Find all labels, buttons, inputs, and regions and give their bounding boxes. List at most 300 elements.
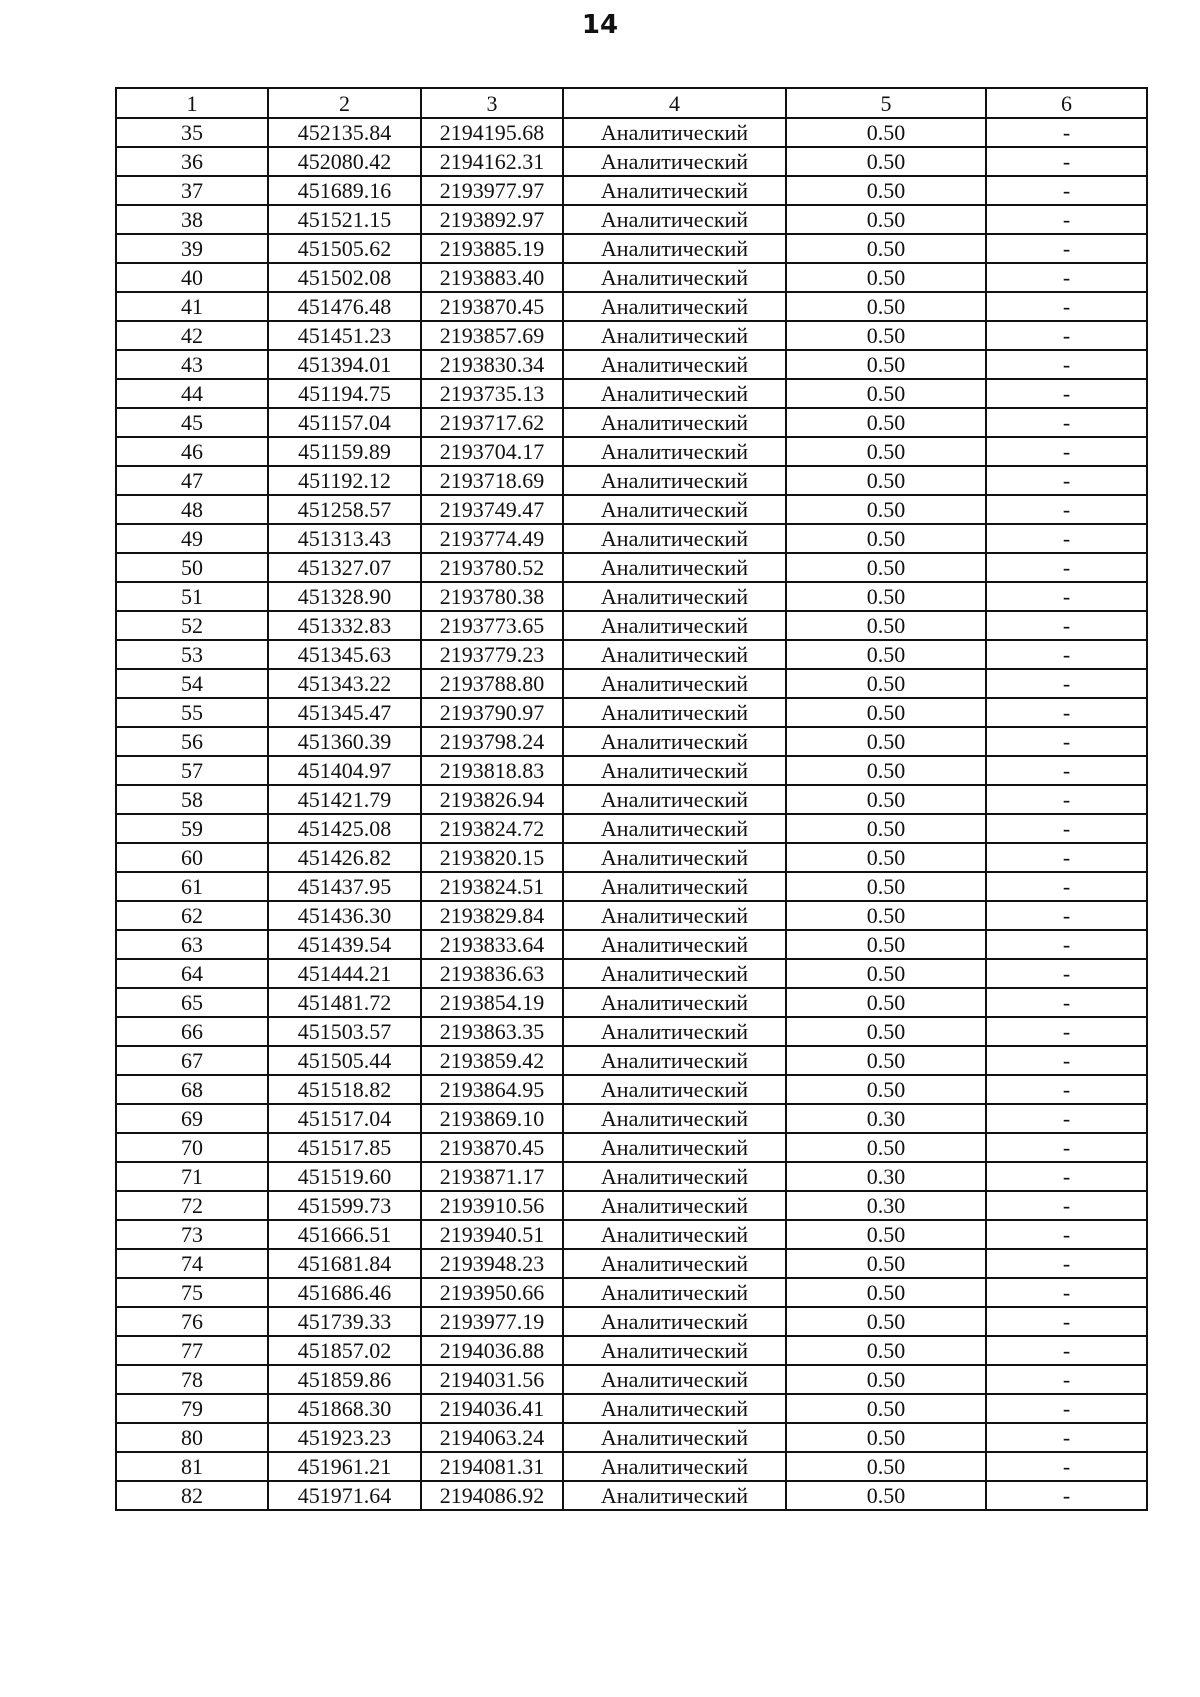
table-row: [116, 234, 1147, 263]
note-cell: -: [986, 930, 1147, 959]
note-cell: -: [986, 495, 1147, 524]
method-cell: Аналитический: [563, 1220, 786, 1249]
accuracy-cell: 0.50: [786, 988, 986, 1017]
table-row: [116, 350, 1147, 379]
point-number-cell: 49: [116, 524, 268, 553]
y-coordinate-cell: 2193836.63: [421, 959, 563, 988]
y-coordinate-cell: 2193829.84: [421, 901, 563, 930]
method-cell: Аналитический: [563, 466, 786, 495]
point-number-cell: 38: [116, 205, 268, 234]
method-cell: Аналитический: [563, 1017, 786, 1046]
point-number-cell: 53: [116, 640, 268, 669]
note-cell: -: [986, 1307, 1147, 1336]
y-coordinate-cell: 2193717.62: [421, 408, 563, 437]
accuracy-cell: 0.50: [786, 901, 986, 930]
point-number-cell: 72: [116, 1191, 268, 1220]
accuracy-cell: 0.50: [786, 118, 986, 147]
y-coordinate-cell: 2193910.56: [421, 1191, 563, 1220]
y-coordinate-cell: 2194086.92: [421, 1481, 563, 1510]
y-coordinate-cell: 2193749.47: [421, 495, 563, 524]
table-row: [116, 147, 1147, 176]
y-coordinate-cell: 2193779.23: [421, 640, 563, 669]
x-coordinate-cell: 451686.46: [268, 1278, 421, 1307]
point-number-cell: 54: [116, 669, 268, 698]
accuracy-cell: 0.30: [786, 1104, 986, 1133]
y-coordinate-cell: 2193883.40: [421, 263, 563, 292]
table-row: [116, 727, 1147, 756]
y-coordinate-cell: 2193820.15: [421, 843, 563, 872]
method-cell: Аналитический: [563, 350, 786, 379]
y-coordinate-cell: 2193833.64: [421, 930, 563, 959]
y-coordinate-cell: 2193774.49: [421, 524, 563, 553]
accuracy-cell: 0.50: [786, 1481, 986, 1510]
method-cell: Аналитический: [563, 611, 786, 640]
point-number-cell: 48: [116, 495, 268, 524]
x-coordinate-cell: 451159.89: [268, 437, 421, 466]
x-coordinate-cell: 451345.63: [268, 640, 421, 669]
table-row: [116, 553, 1147, 582]
accuracy-cell: 0.50: [786, 1452, 986, 1481]
x-coordinate-cell: 451328.90: [268, 582, 421, 611]
table-row: [116, 785, 1147, 814]
point-number-cell: 60: [116, 843, 268, 872]
x-coordinate-cell: 451444.21: [268, 959, 421, 988]
table-row: [116, 988, 1147, 1017]
x-coordinate-cell: 451689.16: [268, 176, 421, 205]
table-row: [116, 437, 1147, 466]
accuracy-cell: 0.50: [786, 466, 986, 495]
table-row: [116, 756, 1147, 785]
accuracy-cell: 0.50: [786, 495, 986, 524]
method-cell: Аналитический: [563, 640, 786, 669]
column-header: 3: [421, 88, 563, 118]
accuracy-cell: 0.50: [786, 437, 986, 466]
accuracy-cell: 0.50: [786, 611, 986, 640]
note-cell: -: [986, 176, 1147, 205]
point-number-cell: 70: [116, 1133, 268, 1162]
point-number-cell: 57: [116, 756, 268, 785]
y-coordinate-cell: 2193798.24: [421, 727, 563, 756]
y-coordinate-cell: 2193892.97: [421, 205, 563, 234]
note-cell: -: [986, 1481, 1147, 1510]
accuracy-cell: 0.50: [786, 147, 986, 176]
table-row: [116, 1162, 1147, 1191]
x-coordinate-cell: 451517.04: [268, 1104, 421, 1133]
accuracy-cell: 0.50: [786, 727, 986, 756]
table-row: [116, 1481, 1147, 1510]
point-number-cell: 62: [116, 901, 268, 930]
accuracy-cell: 0.50: [786, 930, 986, 959]
note-cell: -: [986, 350, 1147, 379]
method-cell: Аналитический: [563, 1481, 786, 1510]
point-number-cell: 43: [116, 350, 268, 379]
table-row: [116, 205, 1147, 234]
x-coordinate-cell: 451394.01: [268, 350, 421, 379]
point-number-cell: 65: [116, 988, 268, 1017]
accuracy-cell: 0.50: [786, 1046, 986, 1075]
coordinates-table: [115, 87, 1148, 1511]
method-cell: Аналитический: [563, 901, 786, 930]
y-coordinate-cell: 2193863.35: [421, 1017, 563, 1046]
method-cell: Аналитический: [563, 379, 786, 408]
method-cell: Аналитический: [563, 698, 786, 727]
x-coordinate-cell: 451404.97: [268, 756, 421, 785]
method-cell: Аналитический: [563, 930, 786, 959]
table-row: [116, 1365, 1147, 1394]
point-number-cell: 50: [116, 553, 268, 582]
method-cell: Аналитический: [563, 437, 786, 466]
table-row: [116, 292, 1147, 321]
method-cell: Аналитический: [563, 1162, 786, 1191]
note-cell: -: [986, 1162, 1147, 1191]
table-row: [116, 1423, 1147, 1452]
accuracy-cell: 0.50: [786, 263, 986, 292]
point-number-cell: 68: [116, 1075, 268, 1104]
note-cell: -: [986, 553, 1147, 582]
accuracy-cell: 0.50: [786, 1249, 986, 1278]
y-coordinate-cell: 2194162.31: [421, 147, 563, 176]
x-coordinate-cell: 451971.64: [268, 1481, 421, 1510]
accuracy-cell: 0.50: [786, 756, 986, 785]
point-number-cell: 82: [116, 1481, 268, 1510]
note-cell: -: [986, 408, 1147, 437]
table-row: [116, 959, 1147, 988]
accuracy-cell: 0.50: [786, 814, 986, 843]
note-cell: -: [986, 466, 1147, 495]
x-coordinate-cell: 451476.48: [268, 292, 421, 321]
x-coordinate-cell: 451332.83: [268, 611, 421, 640]
point-number-cell: 35: [116, 118, 268, 147]
point-number-cell: 45: [116, 408, 268, 437]
method-cell: Аналитический: [563, 1365, 786, 1394]
note-cell: -: [986, 292, 1147, 321]
accuracy-cell: 0.50: [786, 1307, 986, 1336]
point-number-cell: 56: [116, 727, 268, 756]
y-coordinate-cell: 2194036.88: [421, 1336, 563, 1365]
x-coordinate-cell: 451439.54: [268, 930, 421, 959]
y-coordinate-cell: 2193788.80: [421, 669, 563, 698]
x-coordinate-cell: 451437.95: [268, 872, 421, 901]
note-cell: -: [986, 959, 1147, 988]
method-cell: Аналитический: [563, 1307, 786, 1336]
x-coordinate-cell: 451517.85: [268, 1133, 421, 1162]
y-coordinate-cell: 2193790.97: [421, 698, 563, 727]
y-coordinate-cell: 2193870.45: [421, 292, 563, 321]
table-row: [116, 640, 1147, 669]
point-number-cell: 59: [116, 814, 268, 843]
x-coordinate-cell: 451505.62: [268, 234, 421, 263]
accuracy-cell: 0.50: [786, 843, 986, 872]
accuracy-cell: 0.50: [786, 698, 986, 727]
method-cell: Аналитический: [563, 669, 786, 698]
note-cell: -: [986, 437, 1147, 466]
x-coordinate-cell: 451436.30: [268, 901, 421, 930]
note-cell: -: [986, 1075, 1147, 1104]
method-cell: Аналитический: [563, 321, 786, 350]
method-cell: Аналитический: [563, 205, 786, 234]
point-number-cell: 52: [116, 611, 268, 640]
method-cell: Аналитический: [563, 292, 786, 321]
note-cell: -: [986, 263, 1147, 292]
x-coordinate-cell: 451859.86: [268, 1365, 421, 1394]
x-coordinate-cell: 451599.73: [268, 1191, 421, 1220]
point-number-cell: 79: [116, 1394, 268, 1423]
note-cell: -: [986, 1423, 1147, 1452]
note-cell: -: [986, 1452, 1147, 1481]
table-row: [116, 466, 1147, 495]
x-coordinate-cell: 451519.60: [268, 1162, 421, 1191]
column-header: 5: [786, 88, 986, 118]
point-number-cell: 63: [116, 930, 268, 959]
x-coordinate-cell: 451343.22: [268, 669, 421, 698]
y-coordinate-cell: 2193818.83: [421, 756, 563, 785]
x-coordinate-cell: 451345.47: [268, 698, 421, 727]
point-number-cell: 46: [116, 437, 268, 466]
page-number: 14: [581, 10, 619, 40]
x-coordinate-cell: 451961.21: [268, 1452, 421, 1481]
note-cell: -: [986, 1017, 1147, 1046]
table-row: [116, 1394, 1147, 1423]
y-coordinate-cell: 2193718.69: [421, 466, 563, 495]
point-number-cell: 41: [116, 292, 268, 321]
x-coordinate-cell: 451505.44: [268, 1046, 421, 1075]
accuracy-cell: 0.30: [786, 1191, 986, 1220]
note-cell: -: [986, 1365, 1147, 1394]
y-coordinate-cell: 2193854.19: [421, 988, 563, 1017]
note-cell: -: [986, 611, 1147, 640]
table-row: [116, 408, 1147, 437]
accuracy-cell: 0.50: [786, 1423, 986, 1452]
y-coordinate-cell: 2193869.10: [421, 1104, 563, 1133]
note-cell: -: [986, 901, 1147, 930]
accuracy-cell: 0.50: [786, 1220, 986, 1249]
y-coordinate-cell: 2194063.24: [421, 1423, 563, 1452]
y-coordinate-cell: 2193940.51: [421, 1220, 563, 1249]
table-row: [116, 611, 1147, 640]
point-number-cell: 61: [116, 872, 268, 901]
x-coordinate-cell: 451481.72: [268, 988, 421, 1017]
note-cell: -: [986, 1104, 1147, 1133]
y-coordinate-cell: 2193871.17: [421, 1162, 563, 1191]
x-coordinate-cell: 451503.57: [268, 1017, 421, 1046]
note-cell: -: [986, 379, 1147, 408]
table-row: [116, 1278, 1147, 1307]
column-header: 4: [563, 88, 786, 118]
table-row: [116, 1249, 1147, 1278]
method-cell: Аналитический: [563, 785, 786, 814]
point-number-cell: 58: [116, 785, 268, 814]
note-cell: -: [986, 1220, 1147, 1249]
method-cell: Аналитический: [563, 147, 786, 176]
table-row: [116, 698, 1147, 727]
y-coordinate-cell: 2193950.66: [421, 1278, 563, 1307]
x-coordinate-cell: 451157.04: [268, 408, 421, 437]
y-coordinate-cell: 2193704.17: [421, 437, 563, 466]
method-cell: Аналитический: [563, 872, 786, 901]
point-number-cell: 80: [116, 1423, 268, 1452]
x-coordinate-cell: 451327.07: [268, 553, 421, 582]
accuracy-cell: 0.50: [786, 1394, 986, 1423]
method-cell: Аналитический: [563, 408, 786, 437]
accuracy-cell: 0.50: [786, 1017, 986, 1046]
note-cell: -: [986, 756, 1147, 785]
note-cell: -: [986, 524, 1147, 553]
y-coordinate-cell: 2194081.31: [421, 1452, 563, 1481]
accuracy-cell: 0.50: [786, 408, 986, 437]
method-cell: Аналитический: [563, 1394, 786, 1423]
accuracy-cell: 0.50: [786, 234, 986, 263]
y-coordinate-cell: 2193824.72: [421, 814, 563, 843]
point-number-cell: 75: [116, 1278, 268, 1307]
table-row: [116, 1191, 1147, 1220]
table-row: [116, 495, 1147, 524]
y-coordinate-cell: 2193773.65: [421, 611, 563, 640]
table-row: [116, 321, 1147, 350]
table-header-row: [116, 88, 1147, 118]
point-number-cell: 40: [116, 263, 268, 292]
x-coordinate-cell: 451360.39: [268, 727, 421, 756]
table-row: [116, 843, 1147, 872]
x-coordinate-cell: 451666.51: [268, 1220, 421, 1249]
accuracy-cell: 0.50: [786, 872, 986, 901]
table-row: [116, 1452, 1147, 1481]
y-coordinate-cell: 2193885.19: [421, 234, 563, 263]
column-header: 2: [268, 88, 421, 118]
point-number-cell: 55: [116, 698, 268, 727]
note-cell: -: [986, 118, 1147, 147]
method-cell: Аналитический: [563, 582, 786, 611]
table-row: [116, 1133, 1147, 1162]
table-row: [116, 118, 1147, 147]
note-cell: -: [986, 843, 1147, 872]
point-number-cell: 37: [116, 176, 268, 205]
point-number-cell: 78: [116, 1365, 268, 1394]
table-row: [116, 582, 1147, 611]
note-cell: -: [986, 669, 1147, 698]
note-cell: -: [986, 785, 1147, 814]
method-cell: Аналитический: [563, 988, 786, 1017]
method-cell: Аналитический: [563, 1278, 786, 1307]
method-cell: Аналитический: [563, 234, 786, 263]
accuracy-cell: 0.50: [786, 785, 986, 814]
accuracy-cell: 0.50: [786, 321, 986, 350]
column-header: 1: [116, 88, 268, 118]
note-cell: -: [986, 1133, 1147, 1162]
x-coordinate-cell: 451421.79: [268, 785, 421, 814]
method-cell: Аналитический: [563, 1104, 786, 1133]
accuracy-cell: 0.50: [786, 1336, 986, 1365]
method-cell: Аналитический: [563, 1133, 786, 1162]
accuracy-cell: 0.50: [786, 553, 986, 582]
x-coordinate-cell: 451868.30: [268, 1394, 421, 1423]
point-number-cell: 36: [116, 147, 268, 176]
y-coordinate-cell: 2193830.34: [421, 350, 563, 379]
y-coordinate-cell: 2193780.52: [421, 553, 563, 582]
y-coordinate-cell: 2194031.56: [421, 1365, 563, 1394]
table-row: [116, 1336, 1147, 1365]
x-coordinate-cell: 451313.43: [268, 524, 421, 553]
point-number-cell: 76: [116, 1307, 268, 1336]
note-cell: -: [986, 234, 1147, 263]
table-row: [116, 901, 1147, 930]
method-cell: Аналитический: [563, 959, 786, 988]
note-cell: -: [986, 1249, 1147, 1278]
accuracy-cell: 0.50: [786, 669, 986, 698]
column-header: 6: [986, 88, 1147, 118]
method-cell: Аналитический: [563, 1452, 786, 1481]
x-coordinate-cell: 451521.15: [268, 205, 421, 234]
x-coordinate-cell: 451258.57: [268, 495, 421, 524]
note-cell: -: [986, 205, 1147, 234]
x-coordinate-cell: 452135.84: [268, 118, 421, 147]
y-coordinate-cell: 2193735.13: [421, 379, 563, 408]
x-coordinate-cell: 452080.42: [268, 147, 421, 176]
x-coordinate-cell: 451681.84: [268, 1249, 421, 1278]
method-cell: Аналитический: [563, 756, 786, 785]
x-coordinate-cell: 451425.08: [268, 814, 421, 843]
note-cell: -: [986, 147, 1147, 176]
point-number-cell: 67: [116, 1046, 268, 1075]
table-row: [116, 1017, 1147, 1046]
x-coordinate-cell: 451739.33: [268, 1307, 421, 1336]
point-number-cell: 73: [116, 1220, 268, 1249]
point-number-cell: 42: [116, 321, 268, 350]
note-cell: -: [986, 582, 1147, 611]
point-number-cell: 74: [116, 1249, 268, 1278]
method-cell: Аналитический: [563, 118, 786, 147]
note-cell: -: [986, 872, 1147, 901]
point-number-cell: 77: [116, 1336, 268, 1365]
y-coordinate-cell: 2193780.38: [421, 582, 563, 611]
table-row: [116, 930, 1147, 959]
table-row: [116, 263, 1147, 292]
method-cell: Аналитический: [563, 524, 786, 553]
note-cell: -: [986, 640, 1147, 669]
accuracy-cell: 0.50: [786, 1133, 986, 1162]
point-number-cell: 66: [116, 1017, 268, 1046]
note-cell: -: [986, 321, 1147, 350]
point-number-cell: 69: [116, 1104, 268, 1133]
table-row: [116, 1046, 1147, 1075]
note-cell: -: [986, 1278, 1147, 1307]
accuracy-cell: 0.30: [786, 1162, 986, 1191]
accuracy-cell: 0.50: [786, 205, 986, 234]
note-cell: -: [986, 727, 1147, 756]
method-cell: Аналитический: [563, 1075, 786, 1104]
table-row: [116, 669, 1147, 698]
x-coordinate-cell: 451923.23: [268, 1423, 421, 1452]
table-row: [116, 379, 1147, 408]
method-cell: Аналитический: [563, 176, 786, 205]
accuracy-cell: 0.50: [786, 292, 986, 321]
table-row: [116, 1075, 1147, 1104]
x-coordinate-cell: 451426.82: [268, 843, 421, 872]
method-cell: Аналитический: [563, 1191, 786, 1220]
accuracy-cell: 0.50: [786, 379, 986, 408]
accuracy-cell: 0.50: [786, 582, 986, 611]
note-cell: -: [986, 988, 1147, 1017]
method-cell: Аналитический: [563, 727, 786, 756]
accuracy-cell: 0.50: [786, 640, 986, 669]
accuracy-cell: 0.50: [786, 1365, 986, 1394]
table-row: [116, 176, 1147, 205]
x-coordinate-cell: 451194.75: [268, 379, 421, 408]
point-number-cell: 47: [116, 466, 268, 495]
y-coordinate-cell: 2193870.45: [421, 1133, 563, 1162]
x-coordinate-cell: 451857.02: [268, 1336, 421, 1365]
y-coordinate-cell: 2193948.23: [421, 1249, 563, 1278]
table-row: [116, 1307, 1147, 1336]
